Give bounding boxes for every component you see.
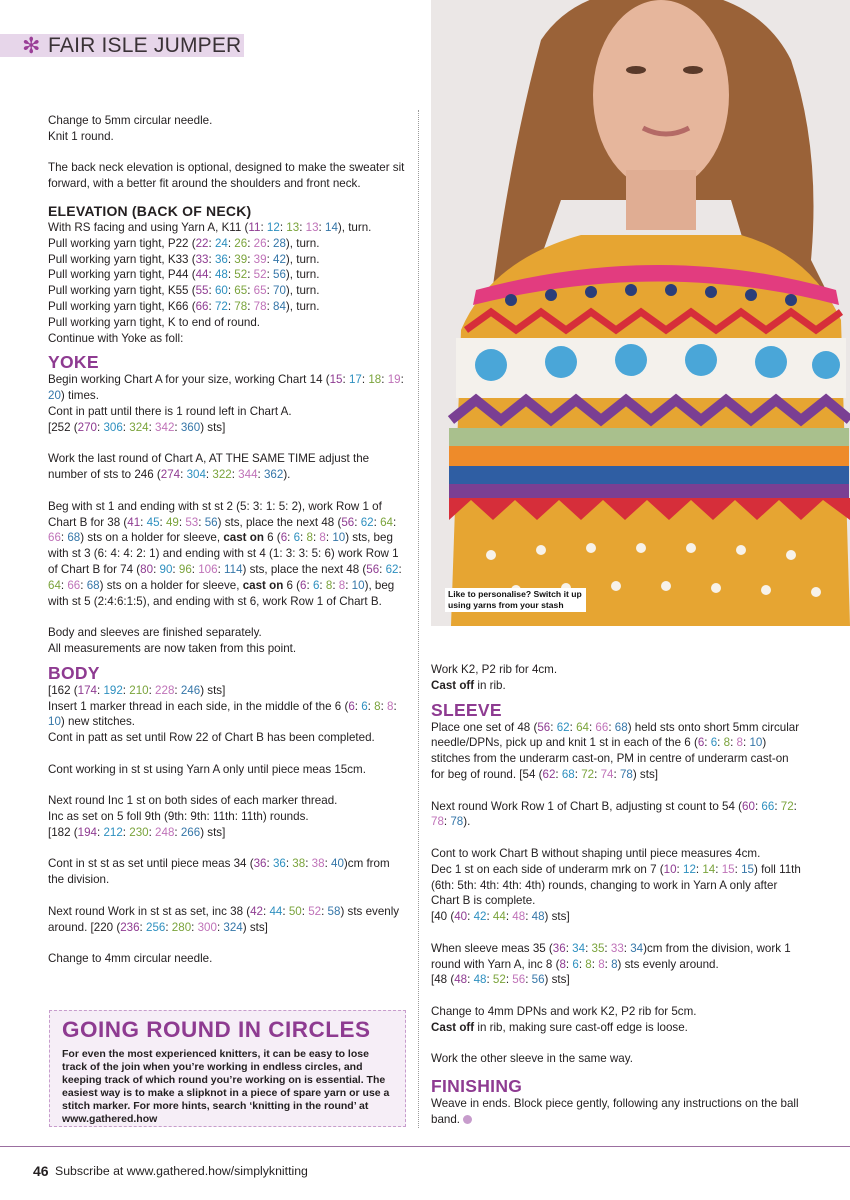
- elevation-line: Pull working yarn tight, K to end of round.: [48, 315, 261, 329]
- yoke-paragraph-1: Begin working Chart A for your size, working Chart 14 (15: 17: 18: 19: 20) times.: [48, 373, 404, 403]
- elevation-heading: ELEVATION (BACK OF NECK): [48, 202, 252, 219]
- sleeve-paragraph-3: Cont to work Chart B without shaping until piece measures 4cm. Dec 1 st on each side of underarm mrk on 7 (10: 12: 14: 15: 15) foll 11th (6th: 5th: 4th: 4th: 4th) rounds, changing to work in Yarn A only after Chart B is complete. [40 (40: 42: 44: 48: 48) sts]: [431, 846, 801, 924]
- body-paragraph-4: Cont in st st as set until piece meas 34 (36: 36: 38: 38: 40)cm from the division.: [48, 857, 390, 887]
- photo-caption: Like to personalise? Switch it up using yarns from your stash: [445, 588, 586, 612]
- sleeve-heading: SLEEVE: [431, 699, 502, 720]
- body-paragraph-6: Change to 4mm circular needle.: [48, 952, 213, 966]
- sleeve-paragraph-6: Work the other sleeve in the same way.: [431, 1052, 633, 1066]
- elevation-line: Pull working yarn tight, P44 (44: 48: 52: 52: 56), turn.: [48, 268, 320, 282]
- sleeve-paragraph-1: Place one set of 48 (56: 62: 64: 66: 68) held sts onto short 5mm circular needle/DPNs, pick up and knit 1 st in each of the 6 (6: 6: 8: 8: 10) stitches from the underarm cast-on, PM in centre of underarm cast-on for beg of round. [54 (62: 68: 72: 74: 78) sts]: [431, 720, 800, 781]
- body-line: Insert 1 marker thread in each side, in the middle of the 6 (6: 6: 8: 8: 10) new stitches.: [48, 699, 397, 729]
- sleeve-paragraph-4: When sleeve meas 35 (36: 34: 35: 33: 34)cm from the division, work 1 round with Yarn A, inc 8 (8: 6: 8: 8: 8) sts evenly around. [48 (48: 48: 52: 56: 56) sts]: [431, 941, 791, 987]
- page-number: 46: [33, 1163, 49, 1179]
- yoke-heading: YOKE: [48, 352, 99, 373]
- yoke-stitch-count: [252 (270: 306: 324: 342: 360) sts]: [48, 420, 226, 434]
- body-heading: BODY: [48, 662, 100, 683]
- flower-icon: ✻: [22, 33, 41, 58]
- elevation-line: With RS facing and using Yarn A, K11 (11: 12: 13: 13: 14), turn.: [48, 220, 372, 234]
- intro-line: Change to 5mm circular needle.: [48, 114, 213, 127]
- page-title: FAIR ISLE JUMPER: [48, 34, 242, 57]
- intro-paragraph-1: [48, 113, 406, 145]
- elevation-line: Pull working yarn tight, K66 (66: 72: 78: 78: 84), turn.: [48, 299, 320, 313]
- sleeve-paragraph-5: Change to 4mm DPNs and work K2, P2 rib for 5cm. Cast off in rib, making sure cast-off edge is loose.: [431, 1004, 697, 1034]
- intro-line: Knit 1 round.: [48, 129, 114, 143]
- yoke-line: Cont in patt until there is 1 round left in Chart A.: [48, 404, 292, 418]
- left-column: [48, 113, 406, 983]
- elevation-line: Pull working yarn tight, K33 (33: 36: 39: 39: 42), turn.: [48, 252, 320, 266]
- body-line: [162 (174: 192: 210: 228: 246) sts]: [48, 683, 226, 697]
- footer-subscribe-text: Subscribe at www.gathered.how/simplyknitting: [55, 1164, 308, 1178]
- elevation-line: Pull working yarn tight, K55 (55: 60: 65: 65: 70), turn.: [48, 284, 320, 298]
- elevation-line: Pull working yarn tight, P22 (22: 24: 26: 26: 28), turn.: [48, 236, 320, 250]
- body-paragraph-2: Cont working in st st using Yarn A only until piece meas 15cm.: [48, 762, 366, 776]
- boxout-text: For even the most experienced knitters, it can be easy to lose track of the join when you’re working in endless circles, and keeping track of which round you’re working on is essential. The easiest way is to make a slipknot in a piece of spare yarn or use a stitch marker. For more hints, search ‘knitting in the round’ at www.gathered.how: [62, 1048, 390, 1126]
- sleeve-paragraph-2: Next round Work Row 1 of Chart B, adjusting st count to 54 (60: 66: 72: 78: 78).: [431, 799, 797, 829]
- footer-rule: [0, 1146, 850, 1147]
- yarn-ball-icon: [463, 1115, 472, 1124]
- right-column: [431, 662, 801, 1128]
- rib-paragraph: Work K2, P2 rib for 4cm. Cast off in rib.: [431, 663, 558, 692]
- photo-illustration: [431, 0, 850, 626]
- tip-boxout: [49, 1010, 406, 1127]
- elevation-line: Continue with Yoke as foll:: [48, 331, 184, 345]
- body-paragraph-5: Next round Work in st st as set, inc 38 (42: 44: 50: 52: 58) sts evenly around. [220 (236: 256: 280: 300: 324) sts]: [48, 904, 400, 934]
- yoke-paragraph-2: Work the last round of Chart A, AT THE SAME TIME adjust the number of sts to 246 (274: 304: 322: 344: 362).: [48, 452, 370, 482]
- column-divider: [418, 110, 419, 1128]
- intro-paragraph-2: The back neck elevation is optional, designed to make the sweater sit forward, with a better fit around the shoulders and front neck.: [48, 161, 405, 191]
- finishing-paragraph: Weave in ends. Block piece gently, following any instructions on the ball band.: [431, 1097, 799, 1126]
- boxout-title: GOING ROUND IN CIRCLES: [62, 1017, 371, 1042]
- yoke-paragraph-3: Beg with st 1 and ending with st st 2 (5: 3: 1: 5: 2), work Row 1 of Chart B for 38 (41: 45: 49: 53: 56) sts, place the next 48 (56: 62: 64: 66: 68) sts on a holder for sleeve, cast on 6 (6: 6: 8: 8: 10) sts, beg with st 3 (6: 4: 4: 2: 1) and ending with st 4 (1: 3: 3: 5: 6) work Row 1 of Chart B for 74 (80: 90: 96: 106: 114) sts, place the next 48 (56: 62: 64: 66: 68) sts on a holder for sleeve, cast on 6 (6: 6: 8: 8: 10), beg with st 5 (2:4:6:1:5), and ending with st 6, work Row 1 of Chart B.: [48, 499, 402, 608]
- body-line: Cont in patt as set until Row 22 of Chart B has been completed.: [48, 731, 375, 745]
- body-paragraph-3: Next round Inc 1 st on both sides of each marker thread. Inc as set on 5 foll 9th (9th: 9th: 11th: 11th) rounds. [182 (194: 212: 230: 248: 266) sts]: [48, 794, 338, 839]
- finishing-heading: FINISHING: [431, 1076, 523, 1097]
- yoke-paragraph-4: Body and sleeves are finished separately. All measurements are now taken from this point.: [48, 626, 297, 655]
- model-photo: [431, 0, 850, 626]
